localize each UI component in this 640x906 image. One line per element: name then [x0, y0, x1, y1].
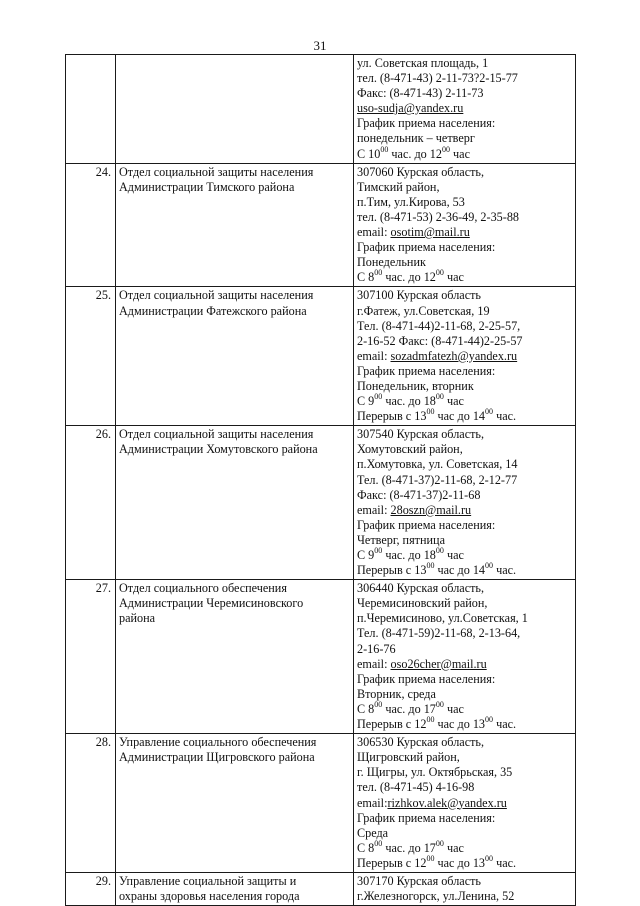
- time-minutes: 00: [374, 545, 383, 555]
- time-minutes: 00: [435, 699, 444, 709]
- hours-text: час: [450, 146, 470, 161]
- hours-text: час до 13: [434, 717, 486, 732]
- contact-line: понедельник – четверг: [357, 131, 475, 146]
- time-minutes: 00: [426, 407, 435, 417]
- contact-line: Тимский район,: [357, 179, 440, 194]
- row-number: 26.: [66, 426, 116, 580]
- hours-text: Перерыв с 13: [357, 409, 427, 424]
- email-link[interactable]: oso26cher@mail.ru: [390, 656, 487, 671]
- time-minutes: 00: [426, 714, 435, 724]
- contact-details: [354, 55, 576, 164]
- hours-text: час до 13: [434, 855, 486, 870]
- hours-text: Перерыв с 12: [357, 717, 427, 732]
- contact-line: Четверг, пятница: [357, 532, 445, 547]
- email-label: email:: [357, 656, 391, 671]
- hours-line: [357, 545, 571, 563]
- hours-text: час.: [493, 563, 517, 578]
- contact-line: 307170 Курская область: [357, 873, 481, 888]
- time-minutes: 00: [485, 407, 494, 417]
- contact-line: Факс: (8-471-37)2-11-68: [357, 487, 481, 502]
- hours-line: [357, 270, 571, 285]
- email-label: email:: [357, 348, 391, 363]
- time-minutes: 00: [485, 853, 494, 863]
- contact-line: Понедельник: [357, 255, 426, 270]
- contact-line: 306530 Курская область,: [357, 735, 485, 750]
- hours-line: [357, 409, 571, 424]
- organization-name: [116, 426, 354, 580]
- contact-line: ул. Советская площадь, 1: [357, 56, 489, 70]
- hours-text: С 8: [357, 270, 375, 285]
- hours-text: С 8: [357, 701, 375, 716]
- row-number: 29.: [66, 872, 116, 905]
- email-link[interactable]: sozadmfatezh@yandex.ru: [390, 348, 518, 363]
- contact-line: 2-16-76: [357, 641, 396, 656]
- contact-details: [354, 580, 576, 734]
- hours-text: С 9: [357, 548, 375, 562]
- hours-line: [357, 394, 571, 409]
- table-row: [66, 580, 576, 734]
- time-minutes: 00: [374, 268, 383, 278]
- table-body: [66, 55, 576, 906]
- hours-text: час.: [493, 855, 517, 870]
- hours-text: час. до 12: [382, 270, 436, 285]
- row-number: 24.: [66, 163, 116, 287]
- row-number: 25.: [66, 287, 116, 426]
- time-minutes: 00: [426, 853, 435, 863]
- email-line: [357, 503, 571, 518]
- hours-line: [357, 853, 571, 871]
- email-link[interactable]: osotim@mail.ru: [390, 225, 470, 240]
- hours-text: час: [443, 840, 464, 855]
- contact-line: 2-16-52 Факс: (8-471-44)2-25-57: [357, 333, 523, 348]
- organization-name-line: Отдел социальной защиты населения: [119, 427, 314, 442]
- table-row: [66, 734, 576, 873]
- hours-text: час: [443, 701, 464, 716]
- contact-details: [354, 872, 576, 905]
- organization-name-line: Управление социального обеспечения: [119, 735, 317, 750]
- time-minutes: 00: [374, 838, 383, 848]
- hours-line: [357, 714, 571, 732]
- contact-line: п.Тим, ул.Кирова, 53: [357, 194, 465, 209]
- time-minutes: 00: [435, 838, 444, 848]
- row-number: 27.: [66, 580, 116, 734]
- email-line: [357, 225, 571, 240]
- table-row: [66, 872, 576, 905]
- hours-line: [357, 563, 571, 578]
- email-line: [357, 796, 571, 811]
- contact-line: 306440 Курская область,: [357, 581, 485, 596]
- contact-details: [354, 163, 576, 287]
- contact-line: Черемисиновский район,: [357, 596, 488, 611]
- hours-line: [357, 838, 571, 856]
- email-label: email:: [357, 225, 391, 240]
- organization-name-line: Администрации Щигровского района: [119, 750, 315, 765]
- table-row: [66, 163, 576, 287]
- table-row: [66, 55, 576, 164]
- email-label: email:: [357, 795, 388, 810]
- contact-line: 307060 Курская область,: [357, 164, 485, 179]
- contact-line: График приема населения:: [357, 363, 496, 378]
- organization-name-line: района: [119, 611, 156, 626]
- email-line: [357, 657, 571, 672]
- organization-name: [116, 872, 354, 905]
- organization-name-line: Администрации Фатежского района: [119, 303, 307, 318]
- hours-text: С 10: [357, 146, 381, 161]
- contact-line: г.Железногорск, ул.Ленина, 52: [357, 889, 515, 904]
- contact-line: 307100 Курская область: [357, 288, 481, 303]
- table-row: [66, 287, 576, 426]
- contact-details: [354, 426, 576, 580]
- time-minutes: 00: [380, 144, 389, 154]
- hours-text: час до 14: [434, 409, 486, 424]
- email-link[interactable]: rizhkov.alek@yandex.ru: [387, 795, 507, 810]
- organization-name-line: Администрации Черемисиновского: [119, 596, 304, 611]
- hours-line: [357, 144, 571, 162]
- hours-text: С 8: [357, 840, 375, 855]
- hours-text: час. до 18: [382, 548, 436, 562]
- hours-text: час. до 18: [382, 394, 436, 409]
- contact-line: График приема населения:: [357, 517, 496, 532]
- hours-text: час.: [493, 409, 517, 424]
- page-number: 31: [313, 38, 327, 53]
- time-minutes: 00: [374, 699, 383, 709]
- hours-text: час.: [493, 717, 517, 732]
- contact-line: График приема населения:: [357, 671, 496, 686]
- row-number: 28.: [66, 734, 116, 873]
- contact-line: Щигровский район,: [357, 750, 460, 765]
- organization-name-line: Администрации Тимского района: [119, 179, 295, 194]
- contact-line: п.Хомутовка, ул. Советская, 14: [357, 457, 518, 472]
- organization-name-line: Отдел социальной защиты населения: [119, 288, 314, 303]
- time-minutes: 00: [426, 561, 435, 571]
- time-minutes: 00: [442, 144, 450, 154]
- organization-name-line: Отдел социальной защиты населения: [119, 164, 314, 179]
- email-label: email:: [357, 502, 391, 517]
- organization-name: [116, 580, 354, 734]
- contact-line: Понедельник, вторник: [357, 378, 474, 393]
- email-link[interactable]: 28oszn@mail.ru: [390, 502, 472, 517]
- organization-name-line: Отдел социального обеспечения: [119, 581, 287, 596]
- contact-line: Хомутовский район,: [357, 442, 463, 457]
- contact-line: тел. (8-471-43) 2-11-73?2-15-77: [357, 71, 518, 86]
- organization-name: [116, 163, 354, 287]
- time-minutes: 00: [435, 392, 444, 401]
- hours-text: час: [443, 548, 464, 562]
- organization-name: [116, 55, 354, 164]
- time-minutes: 00: [485, 714, 494, 724]
- time-minutes: 00: [374, 392, 383, 401]
- contact-details: [354, 287, 576, 426]
- contact-line: тел. (8-471-53) 2-36-49, 2-35-88: [357, 209, 520, 224]
- contact-line: График приема населения:: [357, 810, 496, 825]
- contact-line: тел. (8-471-45) 4-16-98: [357, 780, 475, 795]
- email-link[interactable]: uso-sudja@yandex.ru: [357, 101, 464, 116]
- organization-name: [116, 287, 354, 426]
- contact-line: Тел. (8-471-37)2-11-68, 2-12-77: [357, 472, 518, 487]
- table-row: [66, 426, 576, 580]
- hours-line: [357, 699, 571, 717]
- hours-text: час: [443, 270, 464, 285]
- time-minutes: 00: [485, 561, 494, 571]
- hours-text: Перерыв с 12: [357, 855, 427, 870]
- contact-line: Тел. (8-471-44)2-11-68, 2-25-57,: [357, 318, 521, 333]
- organization-name-line: Управление социальной защиты и: [119, 873, 297, 888]
- contact-line: г.Фатеж, ул.Советская, 19: [357, 303, 490, 318]
- contact-line: 307540 Курская область,: [357, 427, 485, 442]
- contact-line: График приема населения:: [357, 116, 496, 131]
- hours-text: час. до 17: [382, 701, 436, 716]
- time-minutes: 00: [435, 268, 444, 278]
- contact-line: График приема населения:: [357, 240, 496, 255]
- contact-line: п.Черемисиново, ул.Советская, 1: [357, 611, 528, 626]
- hours-text: Перерыв с 13: [357, 563, 427, 578]
- contact-line: Факс: (8-471-43) 2-11-73: [357, 86, 484, 101]
- hours-text: час: [443, 394, 464, 409]
- organization-name-line: охраны здоровья населения города: [119, 889, 300, 904]
- email-line: [357, 349, 571, 364]
- hours-text: час. до 12: [388, 146, 442, 161]
- organization-name: [116, 734, 354, 873]
- contact-line: Среда: [357, 825, 389, 840]
- contact-line: г. Щигры, ул. Октябрьская, 35: [357, 765, 513, 780]
- contact-line: Вторник, среда: [357, 686, 436, 701]
- row-number: [66, 55, 116, 164]
- social-services-table: [65, 54, 576, 906]
- hours-text: час до 14: [434, 563, 486, 578]
- hours-text: С 9: [357, 394, 375, 409]
- contact-details: [354, 734, 576, 873]
- time-minutes: 00: [435, 545, 444, 555]
- organization-name-line: Администрации Хомутовского района: [119, 442, 318, 457]
- hours-text: час. до 17: [382, 840, 436, 855]
- contact-line: Тел. (8-471-59)2-11-68, 2-13-64,: [357, 626, 521, 641]
